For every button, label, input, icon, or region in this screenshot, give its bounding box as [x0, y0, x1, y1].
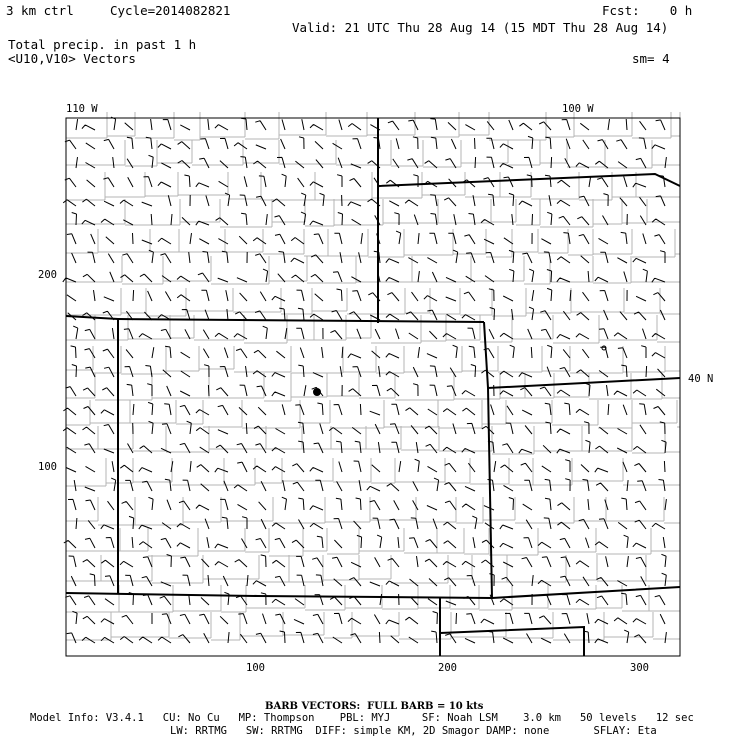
smoothing-label: sm= 4: [632, 51, 670, 66]
model-info-line2: LW: RRTMG SW: RRTMG DIFF: simple KM, 2D Smagor DAMP: none SFLAY: Eta: [170, 725, 657, 737]
y-tick-200: 200: [38, 269, 57, 281]
run-label: 3 km ctrl: [6, 3, 74, 18]
station-marker: [313, 388, 321, 396]
x-tick-300: 300: [630, 662, 649, 674]
state-borders: [66, 118, 680, 656]
lon-label-100w: 100 W: [562, 103, 594, 115]
valid-time: Valid: 21 UTC Thu 28 Aug 14 (15 MDT Thu 28 Aug 14): [292, 20, 669, 35]
lat-label-40n: 40 N: [688, 373, 714, 385]
barb-legend: BARB VECTORS: FULL BARB = 10 kts: [265, 701, 484, 712]
field-title: Total precip. in past 1 h: [8, 37, 197, 52]
vector-title: <U10,V10> Vectors: [8, 51, 136, 66]
lon-label-110w: 110 W: [66, 103, 98, 115]
cycle-label: Cycle=2014082821: [110, 3, 231, 18]
x-tick-100: 100: [246, 662, 265, 674]
y-tick-100: 100: [38, 461, 57, 473]
model-info-line1: Model Info: V3.4.1 CU: No Cu MP: Thompson PBL: MYJ SF: Noah LSM 3.0 km 50 levels 12 sec: [30, 712, 694, 724]
x-tick-200: 200: [438, 662, 457, 674]
forecast-hour: Fcst: 0 h: [602, 3, 693, 18]
map-frame: [66, 118, 680, 656]
